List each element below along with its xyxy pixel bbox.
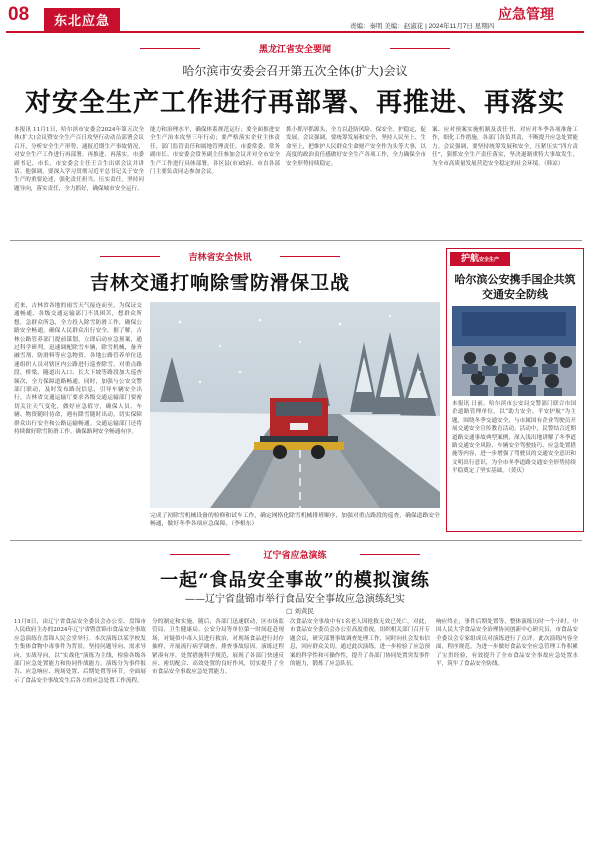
article1-subtitle: 哈尔滨市安委会召开第五次全体(扩大)会议 — [182, 64, 408, 78]
article1-col3: 抓小抓早抓源头，全力以赴防风险、保安全、护稳定，促发展。会议强调，要统筹发展和安全，坚持人民至上、生命至上，把维护人民群众生命财产安全作为头等大事，以高度的政治责任感做好安全生产各项工作，全力确保全市安全形势持续稳定。 — [286, 127, 426, 167]
sidebar-photo — [452, 306, 576, 396]
article3-banner: 辽宁省应急演练 — [263, 550, 327, 560]
article1-title: 对安全生产工作进行再部署、再推进、再落实 — [24, 88, 565, 118]
banner-line-right — [360, 554, 420, 555]
snow-plow-photo — [150, 302, 440, 508]
sidebar-tag — [450, 252, 510, 266]
meeting-illustration — [452, 306, 576, 396]
article1-col4: 案、应对预案实施机制及责任书，对应对冬季各项准备工作，细化工作措施，各部门各负其责，不断提升应急处置能力。会议强调，要坚持统筹发展和安全，压紧压实“四方责任”，狠抓安全生产责任落实，坚决遏制重特大事故发生，为全市高质量发展营造安全稳定的社会环境。（韩凉） — [432, 127, 578, 167]
section-title: 东北应急 — [44, 8, 120, 31]
article3-byline: □ 刘黄民 — [286, 607, 314, 615]
sidebar-tag-main: 护航 — [460, 254, 479, 264]
sidebar-title: 哈尔滨公安携手国企共筑交通安全防线 — [454, 273, 576, 301]
divider — [10, 240, 582, 241]
page-number: 08 — [8, 4, 30, 25]
banner-line-right — [280, 256, 340, 257]
banner-line-left — [170, 554, 230, 555]
article2-banner: 吉林省安全快讯 — [188, 252, 252, 262]
article1-banner: 黑龙江省安全要闻 — [258, 44, 331, 54]
caption-credit: （李根东） — [231, 521, 258, 527]
sidebar-tag-small: 安全生产 — [479, 257, 500, 263]
article2-title: 吉林交通打响除雪防滑保卫战 — [89, 272, 350, 294]
banner-line-right — [390, 48, 450, 49]
article3-col4: 响应终止，事件后期处置等，整体演练历时一个小时。中国人民大学食品安全治理协同创新中心研究员、市食品安全委员会专家组成员对演练进行了点评。此次演练内容全面，程序规范，为进一步做好食品安全应急管理工作积累了宝贵经验，有效提升了全市食品安全事故应急处置水平，筑牢了食品安全防线。 — [436, 619, 578, 668]
article1-col2: 能力和治理水平，确保体系规范运行；要全面推进安全生产治本攻坚三年行动；要严格落实企业主体责任、部门监管责任和属地管理责任。市委常委、常务副市长、市安委会常务副主任参加会议并对全市安全生产工作进行具体部署。各区县(市)政府、市直各部门主要负责同志参加会议。 — [150, 127, 280, 176]
article3-title: 一起“食品安全事故”的模拟演练 — [160, 570, 430, 591]
issue-meta: 责编：秦明 美编：赵淑花 | 2024年11月7日 星期四 — [350, 23, 495, 30]
sidebar-body-text: 本报讯 日前，哈尔滨市公安局交警部门联合市国企道路管理单位，以“助力安全、平安护航”为主题，围绕冬季交通安全，与市属国有企业驾驶员开展交通安全宣传教育活动。活动中，民警结合近期道路交通事故典型案例，深入浅出地讲解了冬季道路交通安全风险、车辆安全驾驶技巧、应急处置措施等内容，进一步增强了驾驶员的交通安全意识和文明出行意识，为全市冬季道路交通安全形势持续平稳奠定了坚实基础。 — [452, 401, 576, 475]
article1-col1: 本报讯 11月1日，哈尔滨市安委会2024年第五次全体(扩大)会议暨安全生产百日攻坚行动动员部署会议召开，分析安全生产形势，通报近期生产事故情况，对安全生产工作进行再部署、再推进、再落实。市委副书记、市长、市安委会主任王合生出席会议并讲话。他强调，要深入学习贯彻习近平总书记关于安全生产的重要论述，强化责任担当，压实责任，坚持问题导向，落实责任，全力抓好，确保城市安全运行。 — [14, 127, 144, 192]
header-rule — [6, 31, 584, 33]
article3-col2: 分的制定和实施。随后，各部门迅速联动，区市场监管局、卫生健康局、公安分局等单位第一时间赶赴现场，对疑似中毒人员进行救治，对现场食品进行封存抽样，开展流行病学调查，排查事故原因。演练过程紧凑有序，处置措施科学规范，展现了各部门快速反应、密切配合、高效处置的良好作风，切实提升了全市食品安全事故应急处置能力。 — [152, 619, 284, 676]
sidebar-credit: （黄庆） — [507, 468, 528, 475]
banner-line-left — [140, 48, 200, 49]
sidebar-body — [452, 400, 576, 518]
article3-col3: 次食品安全事故中有1名老人因抢救无效已死亡。对此，市食品安全委员会办公室高度重视，组织相关部门召开专题会议，研究部署事故调查处理工作，同时向社会发布信息，回应群众关切。通过此次演练，进一步检验了应急预案的科学性和可操作性，提升了各部门协同处置突发事件的能力，锻炼了应急队伍。 — [290, 619, 430, 668]
article3-subtitle: ——辽宁省盘锦市举行食品安全事故应急演练纪实 — [185, 594, 405, 605]
masthead-logo: 应急管理 — [498, 7, 554, 23]
banner-line-left — [100, 256, 160, 257]
photo-caption — [150, 512, 440, 536]
article3-col1: 11月8日，由辽宁省食品安全委员会办公室、盘锦市人民政府主办的2024年辽宁省暨盘锦市食品安全事故应急演练在盘锦人民会堂举行。本次演练以某学校发生集体食物中毒事件为背景，坚持问题导向、需求导向、实战导向，以“实战化”演练为主线，检验各级各部门应急处置能力和协同作战能力。演练分为事件报告、应急响应、现场处置、后期处置等环节，全面展示了食品安全事故发生后各方的应急处置工作流程。 — [14, 619, 146, 684]
article2-body: 近来，吉林省各地的雨雪天气接连而至，为保证交通畅通，各级交通运输部门不畏困苦，想群众所想，急群众所急，全力投入除雪防滑工作，确保公路安全畅通，确保人民群众出行安全。据了解，吉林公路管养部门提前谋划，立即启动应急预案，通过科学研判，迅速调配除雪车辆，除雪机械，备齐融雪剂、防滑料等应急物资。各地公路管养单位迅速组织人员对辖区内公路进行巡查除雪，对重点路段、桥梁、隧道出入口、长大下坡等路段加大巡查频次，全力保障道路畅通。同时，加强与公安交警部门联动，及时发布路况信息，引导车辆安全出行。吉林省交通运输厅要求各级交通运输部门要密切关注天气变化，做好应急值守，确保人员、车辆、物资随时待命，遇有降雪随时出动，切实保障群众出行安全和公路运输畅通。交通运输部门还将持续做好除雪防滑工作，确保路网安全畅通有序。 — [14, 303, 142, 436]
snow-plow-illustration — [150, 302, 440, 508]
divider — [10, 540, 582, 541]
caption-text: 完成了初除雪机械设备的检修和试车工作，确定网格化除雪机械排班顺序，加强对重点路段的巡查，确保道路安全畅通，做好冬季各项应急保障。 — [150, 513, 440, 527]
